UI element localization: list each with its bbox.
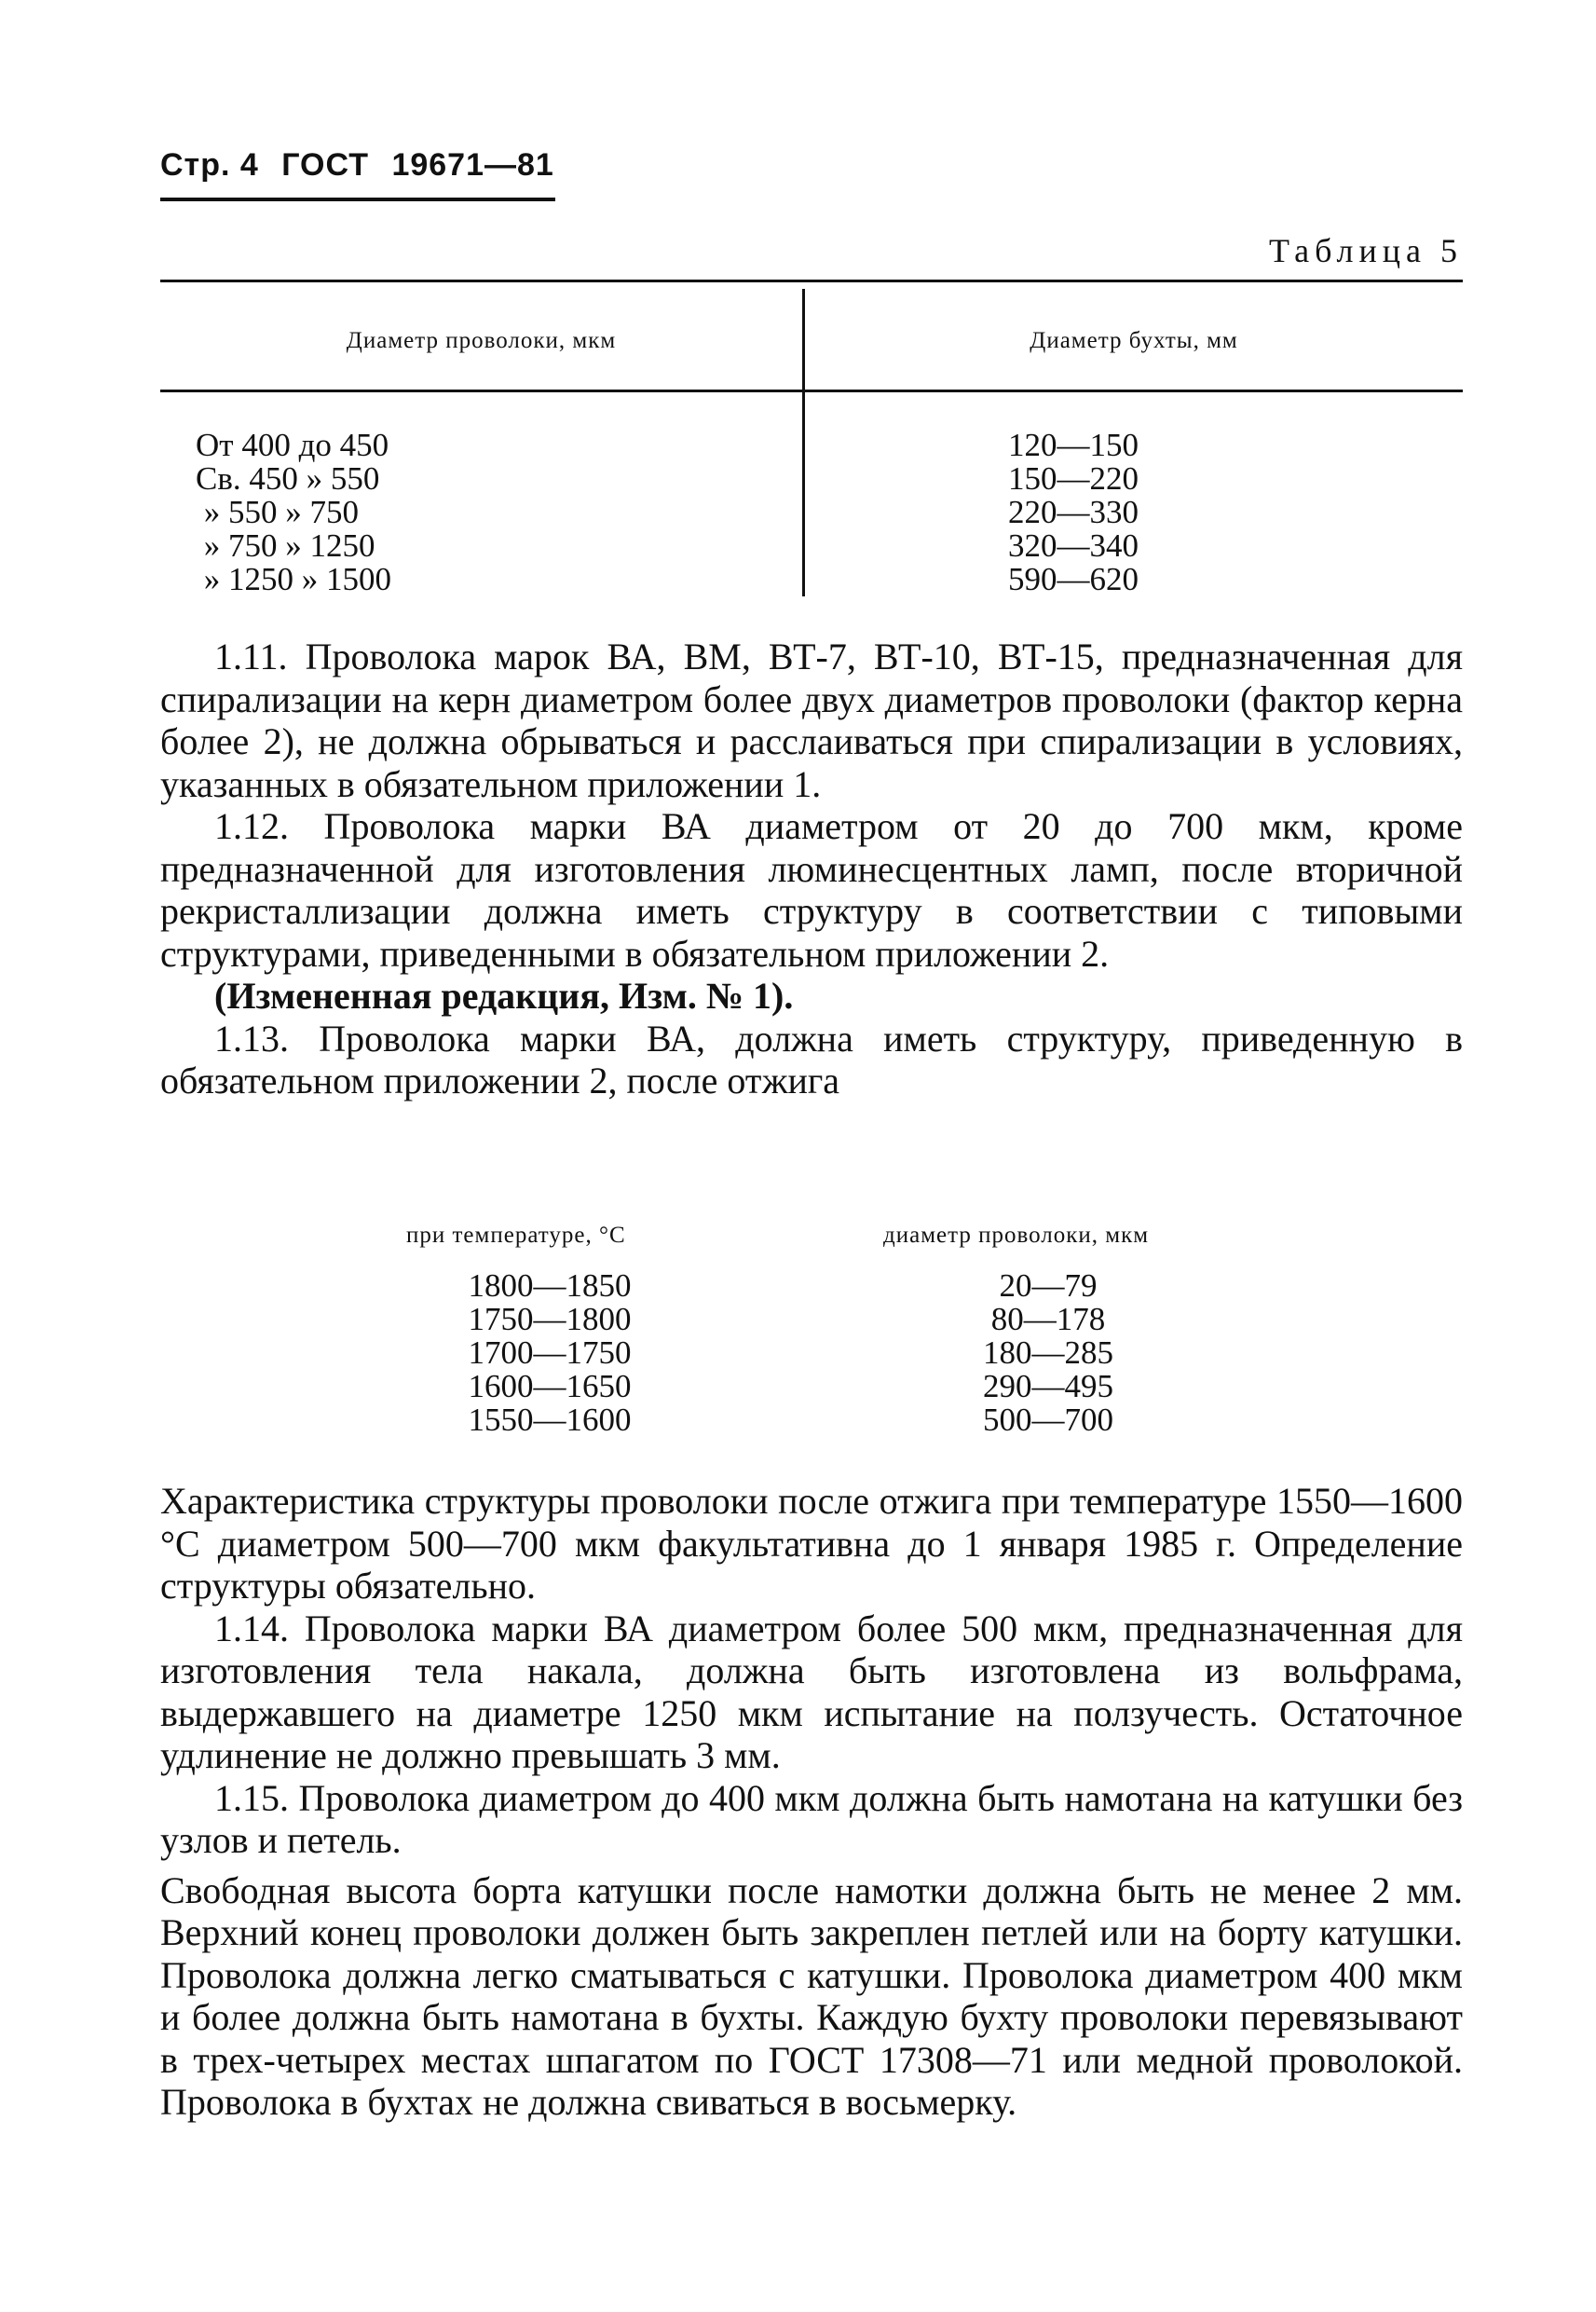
paragraph-1-11: 1.11. Проволока марок ВА, ВМ, ВТ-7, ВТ-10, ВТ-15, предназначенная для спирализации на керн диаметром более двух диаметров проволоки (фактор керна более 2), не должна обрываться и расслаиваться при спирализации в условиях, указанных в обязательном приложении 1. — [160, 636, 1463, 805]
table-row-range: » 1250 » 1500 — [196, 561, 391, 597]
paragraph-free-height: Свободная высота борта катушки после намотки должна быть не менее 2 мм. Верхний конец проволоки должен быть закреплен петлей или на борту катушки. Проволока должна легко сматываться с катушки. Проволока диаметром 400 мкм и более должна быть намотана в бухты. Каждую бухту проволоки перевязывают в трех-четырех местах шпагатом по ГОСТ 17308—71 или медной проволокой. Проволока в бухтах не должна свиваться в восьмерку. — [160, 1868, 1463, 2123]
paragraph-characteristics: Характеристика структуры проволоки после отжига при температуре 1550—1600 °С диаметром 500—700 мкм факультативна до 1 января 1985 г. Определение структуры обязательно. — [160, 1480, 1463, 1607]
paragraph-1-12: 1.12. Проволока марки ВА диаметром от 20 до 700 мкм, кроме предназначенной для изготовления люминесцентных ламп, после вторичной рекристаллизации должна иметь структуру в соответствии с типовыми структурами, приведенными в обязательном приложении 2. — [160, 805, 1463, 975]
table-row-value: 590—620 — [1008, 561, 1139, 597]
table-row-value: 150—220 — [1008, 460, 1139, 497]
amendment-note: (Измененная редакция, Изм. № 1). — [214, 975, 794, 1017]
table-col-ranges — [196, 429, 391, 596]
header-underline — [160, 198, 555, 201]
page-header — [160, 147, 567, 184]
table-header-wire-diameter: Диаметр проволоки, мкм — [346, 328, 617, 353]
table-top-rule — [160, 280, 1463, 282]
table-row-range: » 550 » 750 — [196, 494, 359, 530]
table-row-range: От 400 до 450 — [196, 427, 389, 463]
table-header-coil-diameter: Диаметр бухты, мм — [1030, 328, 1238, 353]
anneal-diameter: 20—79 — [999, 1267, 1098, 1304]
anneal-temperature: 1600—1650 — [468, 1368, 632, 1404]
standard-label: ГОСТ — [281, 147, 369, 183]
anneal-diameters — [960, 1269, 1137, 1437]
table-row-range: Св. 450 » 550 — [196, 460, 380, 497]
anneal-temperature: 1700—1750 — [468, 1334, 632, 1371]
anneal-temperatures — [438, 1269, 662, 1437]
anneal-diameter: 500—700 — [983, 1402, 1113, 1438]
table-row-value: 320—340 — [1008, 527, 1139, 564]
page-number: Стр. 4 — [160, 147, 259, 183]
table-row-value: 120—150 — [1008, 427, 1139, 463]
anneal-temperature: 1750—1800 — [468, 1301, 632, 1337]
anneal-header-diameter: диаметр проволоки, мкм — [883, 1223, 1150, 1248]
section-characteristics-to-end — [160, 1480, 1463, 2124]
table-header-rule — [160, 390, 1463, 392]
table-row-value: 220—330 — [1008, 494, 1139, 530]
paragraph-1-14: 1.14. Проволока марки ВА диаметром более 500 мкм, предназначенная для изготовления тела накала, должна быть изготовлена из вольфрама, выдержавшего на диаметре 1250 мкм испытание на ползучесть. Остаточное удлинение не должно превышать 3 мм. — [160, 1607, 1463, 1776]
anneal-diameter: 80—178 — [990, 1301, 1106, 1337]
anneal-diameter: 290—495 — [983, 1368, 1113, 1404]
anneal-temperature: 1550—1600 — [468, 1402, 632, 1438]
table-label: Таблица 5 — [1269, 232, 1463, 269]
table-col-values — [1008, 429, 1139, 596]
anneal-temperature: 1800—1850 — [468, 1267, 632, 1304]
standard-number: 19671—81 — [391, 147, 554, 183]
paragraph-1-13: 1.13. Проволока марки ВА, должна иметь структуру, приведенную в обязательном приложении 2, после отжига — [160, 1017, 1463, 1101]
section-1-11-to-1-13 — [160, 636, 1463, 1102]
paragraph-1-15: 1.15. Проволока диаметром до 400 мкм должна быть намотана на катушки без узлов и петель. — [160, 1776, 1463, 1861]
table-row-range: » 750 » 1250 — [196, 527, 375, 564]
anneal-header-temperature: при температуре, °С — [406, 1223, 626, 1248]
anneal-diameter: 180—285 — [983, 1334, 1113, 1371]
